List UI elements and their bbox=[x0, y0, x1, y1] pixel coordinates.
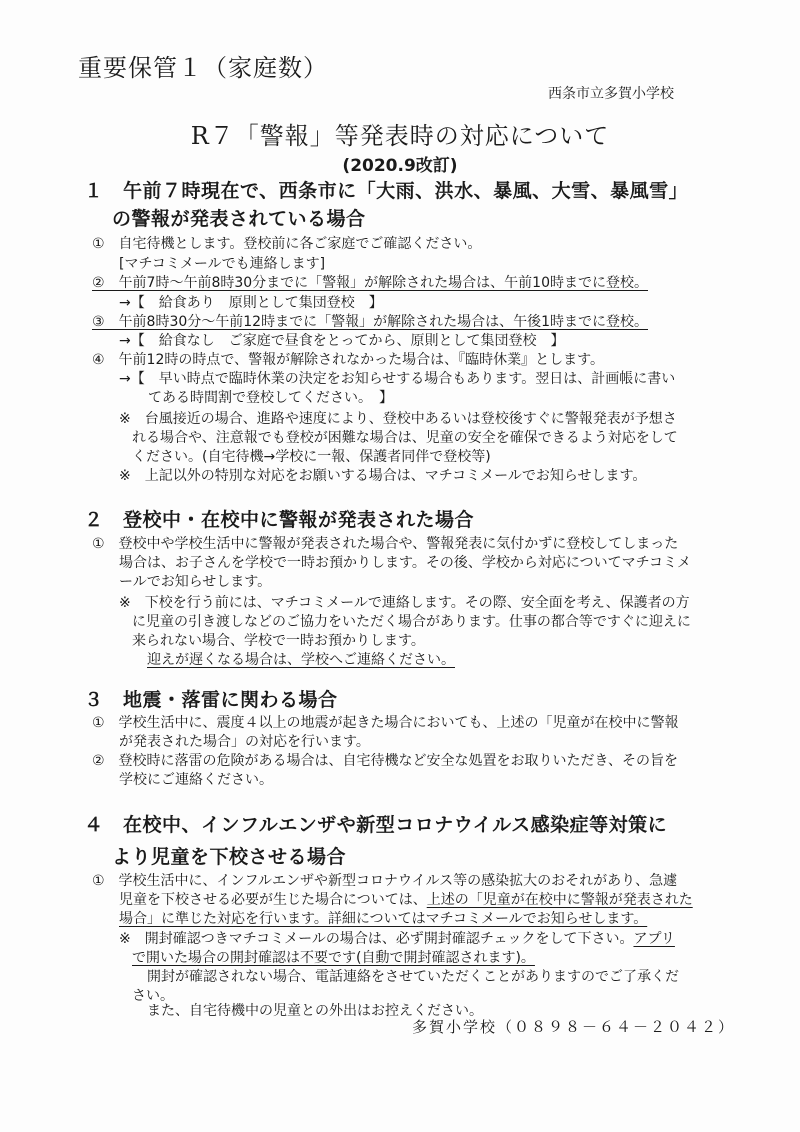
section4-note-line2: で開いた場合の開封確認は不要です(自動で開封確認されます)。 bbox=[132, 950, 535, 966]
section4-item1-line2 bbox=[119, 889, 693, 909]
section4-note-line5: また、自宅待機中の児童との外出はお控えください。 bbox=[147, 1003, 483, 1019]
section3-item1-line2: が発表された場合」の対応を行います。 bbox=[119, 734, 370, 750]
section1-item4-detail1: →【 早い時点で臨時休業の決定をお知らせする場合もあります。翌日は、計画帳に書い bbox=[119, 371, 676, 387]
section1-item1: ① 自宅待機とします。登校前に各ご家庭でご確認ください。 bbox=[92, 236, 482, 252]
section2-heading: ２ 登校中・在校中に警報が発表された場合 bbox=[84, 509, 475, 531]
section1-heading-line1: １ 午前７時現在で、西条市に「大雨、洪水、暴風、大雪、暴風雪」 bbox=[84, 180, 689, 202]
section3-item2-line2: 学校にご連絡ください。 bbox=[119, 772, 273, 788]
section1-note1-line2: れる場合や、注意報でも登校が困難な場合は、児童の安全を確保できるよう対応をして bbox=[132, 430, 678, 446]
section1-note2: ※ 上記以外の特別な対応をお願いする場合は、マチコミメールでお知らせします。 bbox=[119, 468, 647, 484]
section2-item1-line1: ① 登校中や学校生活中に警報が発表された場合や、警報発表に気付かずに登校してしまった bbox=[92, 536, 679, 552]
section4-heading-line1: ４ 在校中、インフルエンザや新型コロナウイルス感染症等対策に bbox=[84, 814, 668, 836]
section1-item4: ④ 午前12時の時点で、警報が解除されなかった場合は、『臨時休業』とします。 bbox=[92, 352, 604, 368]
section4-note-line4: さい。 bbox=[132, 988, 174, 1004]
section1-item3-detail: →【 給食なし ご家庭で昼食をとってから、原則として集団登校 】 bbox=[119, 333, 565, 349]
section4-note-line1b: アプリ bbox=[633, 931, 675, 947]
section1-item4-detail2: てある時間割で登校してください。 】 bbox=[148, 390, 393, 406]
revision-note: (2020.9改訂) bbox=[342, 156, 458, 176]
section1-item1-note: [マチコミメールでも連絡します] bbox=[119, 256, 326, 272]
section4-heading-line2: より児童を下校させる場合 bbox=[112, 846, 347, 868]
document-title: R７「警報」等発表時の対応について bbox=[190, 122, 610, 150]
section2-note-line2: に児童の引き渡しなどのご協力をいただく場合があります。仕事の都合等ですぐに迎えに bbox=[132, 614, 691, 630]
section2-item1-line2: 場合は、お子さんを学校で一時お預かりします。その後、学校から対応についてマチコミメ bbox=[119, 555, 692, 571]
section4-item1-line2a: 児童を下校させる必要が生じた場合については、 bbox=[119, 892, 427, 908]
section3-heading: ３ 地震・落雷に関わる場合 bbox=[84, 689, 338, 711]
section4-item1-line3: 場合」に準じた対応を行います。詳細についてはマチコミメールでお知らせします。 bbox=[119, 911, 648, 927]
section4-item1-line1: ① 学校生活中に、インフルエンザや新型コロナウイルス等の感染拡大のおそれがあり、急遽 bbox=[92, 873, 678, 889]
section1-item2: ② 午前7時～午前8時30分までに「警報」が解除された場合は、午前10時までに登校。 bbox=[92, 275, 648, 291]
section2-note-line3: 来られない場合、学校で一時お預かりします。 bbox=[132, 633, 425, 649]
section4-item1-line2b: 上述の「児童が在校中に警報が発表された bbox=[426, 892, 693, 908]
section3-item2-line1: ② 登校時に落雷の危険がある場合は、自宅待機など安全な処置をお取りいただき、その旨を bbox=[92, 753, 678, 769]
footer-contact: 多賀小学校（０８９８－６４－２０４２） bbox=[412, 1018, 736, 1036]
section1-item3: ③ 午前8時30分～午前12時までに「警報」が解除された場合は、午後1時までに登校。 bbox=[92, 314, 648, 330]
storage-label: 重要保管１（家庭数） bbox=[78, 54, 328, 82]
section2-item1-line3: ールでお知らせします。 bbox=[119, 574, 272, 590]
section4-note-line3: 開封が確認されない場合、電話連絡をさせていただくことがありますのでご了承くだ bbox=[147, 969, 679, 985]
section1-note1-line3: ください。(自宅待機→学校に一報、保護者同伴で登校等) bbox=[132, 449, 491, 465]
section1-note1-line1: ※ 台風接近の場合、進路や速度により、登校中あるいは登校後すぐに警報発表が予想さ bbox=[119, 411, 677, 427]
school-name: 西条市立多賀小学校 bbox=[548, 86, 674, 102]
section1-heading-line2: の警報が発表されている場合 bbox=[112, 208, 366, 230]
section3-item1-line1: ① 学校生活中に、震度４以上の地震が起きた場合においても、上述の「児童が在校中に警報 bbox=[92, 715, 679, 731]
section1-item2-detail: →【 給食あり 原則として集団登校 】 bbox=[119, 295, 383, 311]
section4-note-line1 bbox=[119, 928, 675, 948]
section4-note-line1a: ※ 開封確認つきマチコミメールの場合は、必ず開封確認チェックをして下さい。 bbox=[119, 931, 634, 947]
section2-note-line1: ※ 下校を行う前には、マチコミメールで連絡します。その際、安全面を考え、保護者の方 bbox=[119, 595, 690, 611]
section2-contact-request: 迎えが遅くなる場合は、学校へご連絡ください。 bbox=[147, 652, 455, 668]
